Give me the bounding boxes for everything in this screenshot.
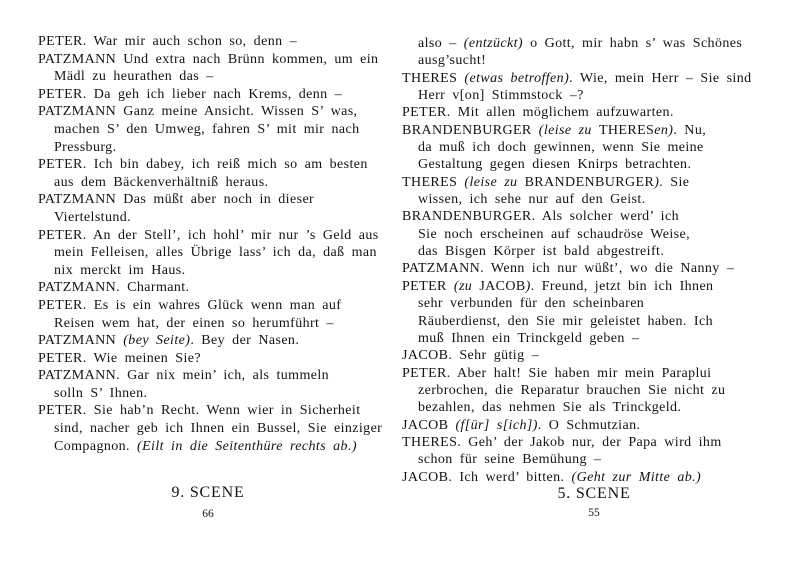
text-line bbox=[402, 313, 794, 330]
text-line bbox=[38, 244, 398, 262]
line-text: Compagnon. bbox=[54, 438, 138, 454]
line-text: PETER. An der Stell’, ich hohl’ mir nur ’s Geld aus bbox=[38, 227, 379, 243]
text-line bbox=[38, 156, 398, 174]
line-text: bezahlen, das nehmen Sie als Trinckgeld. bbox=[418, 400, 682, 416]
line-text: PATZMANN Ganz meine Ansicht. Wissen S’ was, bbox=[38, 104, 358, 120]
line-text: Herr v[on] Stimmstock –? bbox=[418, 88, 584, 104]
line-text: PETER. Sie hab’n Recht. Wenn wier in Sicherheit bbox=[38, 403, 361, 419]
text-line bbox=[38, 51, 398, 69]
line-text: PETER. Mit allen möglichem aufzuwarten. bbox=[402, 105, 674, 121]
line-text: Viertelstund. bbox=[54, 209, 132, 225]
text-line bbox=[38, 191, 398, 209]
line-text: . Bey der Nasen. bbox=[190, 333, 300, 349]
line-text: machen S’ den Umweg, fahren S’ mit mir nach bbox=[54, 121, 360, 137]
text-line bbox=[38, 262, 398, 280]
text-line bbox=[38, 385, 398, 403]
text-line bbox=[38, 86, 398, 104]
line-text: Mädl zu heurathen das – bbox=[54, 69, 214, 85]
right-page-number: 55 bbox=[588, 507, 600, 519]
line-text: PETER. Aber halt! Sie haben mir mein Paraplui bbox=[402, 365, 712, 381]
line-text: PETER. Ich bin dabey, ich reiß mich so am besten bbox=[38, 157, 368, 173]
text-line bbox=[402, 434, 794, 451]
line-text: THERES bbox=[598, 122, 655, 138]
stage-direction: en) bbox=[654, 122, 674, 138]
text-line bbox=[402, 139, 794, 156]
stage-direction: (etwas betroffen) bbox=[464, 70, 570, 86]
text-line bbox=[402, 191, 794, 208]
line-text: THERES bbox=[402, 174, 465, 190]
text-line bbox=[402, 104, 794, 121]
line-text: PETER. War mir auch schon so, denn – bbox=[38, 34, 297, 49]
text-line bbox=[402, 451, 794, 468]
text-line bbox=[38, 367, 398, 385]
line-text: . Nu, bbox=[673, 122, 707, 138]
line-text: . O Schmutzian. bbox=[537, 417, 641, 433]
text-line bbox=[402, 347, 794, 364]
line-text: PETER. Da geh ich lieber nach Krems, denn – bbox=[38, 86, 343, 102]
right-page-text bbox=[402, 35, 794, 486]
line-text: PATZMANN Das müßt aber noch in dieser bbox=[38, 192, 315, 208]
text-line bbox=[38, 139, 398, 157]
text-line bbox=[402, 35, 794, 52]
text-line bbox=[38, 209, 398, 227]
text-line bbox=[402, 365, 794, 382]
line-text: da muß ich doch gewinnen, wenn Sie meine bbox=[418, 140, 704, 156]
stage-direction: ) bbox=[654, 174, 660, 190]
stage-direction: ) bbox=[525, 278, 531, 294]
line-text: THERES bbox=[402, 70, 465, 86]
line-text: schon für seine Bemühung – bbox=[418, 452, 602, 468]
line-text: PATZMANN. Wenn ich nur wüßt’, wo die Nanny – bbox=[402, 261, 735, 277]
line-text: PATZMANN Und extra nach Brünn kommen, um ein bbox=[38, 51, 379, 67]
line-text: Räuberdienst, den Sie mir geleistet haben. Ich bbox=[418, 313, 713, 329]
line-text: JACOB bbox=[479, 278, 526, 294]
line-text: JACOB bbox=[402, 417, 456, 433]
text-line bbox=[402, 208, 794, 225]
line-text: . Sie bbox=[659, 174, 690, 190]
text-line bbox=[402, 243, 794, 260]
text-line bbox=[402, 399, 794, 416]
left-page-text bbox=[38, 33, 398, 455]
text-line bbox=[38, 68, 398, 86]
line-text: PETER. Wie meinen Sie? bbox=[38, 350, 201, 366]
line-text: das Bisgen Körper ist bald abgestreift. bbox=[418, 244, 665, 260]
text-line bbox=[402, 52, 794, 69]
stage-direction: (bey Seite) bbox=[123, 333, 191, 349]
line-text: PETER. Es is ein wahres Glück wenn man auf bbox=[38, 297, 342, 313]
line-text: JACOB. Ich werd’ bitten. bbox=[402, 469, 572, 485]
line-text: wissen, ich sehe nur auf den Geist. bbox=[418, 192, 646, 208]
text-line bbox=[38, 33, 398, 51]
right-scene-heading: 5. SCENE bbox=[557, 485, 631, 502]
line-text: o Gott, mir habn s’ was Schönes bbox=[522, 36, 743, 51]
line-text: PETER bbox=[402, 278, 454, 294]
line-text: . Wie, mein Herr – Sie sind bbox=[569, 70, 752, 86]
line-text: sind, nacher geb ich Ihnen ein Bussel, Sie einziger bbox=[54, 421, 383, 437]
line-text: ausg’sucht! bbox=[418, 53, 487, 69]
text-line bbox=[38, 402, 398, 420]
text-line bbox=[38, 279, 398, 297]
line-text: . Freund, jetzt bin ich Ihnen bbox=[530, 278, 714, 294]
line-text: muß Ihnen ein Trinckgeld geben – bbox=[418, 330, 640, 346]
text-line bbox=[402, 469, 794, 486]
stage-direction: (f[ür] s[ich]) bbox=[455, 417, 538, 433]
stage-direction: (leise zu bbox=[464, 174, 525, 190]
line-text: also – bbox=[418, 36, 464, 51]
line-text: PATZMANN bbox=[38, 333, 124, 349]
text-line bbox=[38, 438, 398, 456]
line-text: nix merckt im Haus. bbox=[54, 262, 186, 278]
line-text: Pressburg. bbox=[54, 139, 117, 155]
text-line bbox=[402, 295, 794, 312]
text-line bbox=[402, 70, 794, 87]
left-scene-heading: 9. SCENE bbox=[171, 484, 245, 501]
text-line bbox=[402, 87, 794, 104]
line-text: PATZMANN. Gar nix mein’ ich, als tummeln bbox=[38, 368, 330, 384]
line-text: BRANDENBURGER bbox=[402, 122, 539, 138]
line-text: sehr verbunden für den scheinbaren bbox=[418, 296, 645, 312]
text-line bbox=[402, 226, 794, 243]
text-line bbox=[402, 122, 794, 139]
left-page-number: 66 bbox=[202, 508, 214, 520]
text-line bbox=[38, 420, 398, 438]
text-line bbox=[402, 417, 794, 434]
text-line bbox=[402, 260, 794, 277]
line-text: PATZMANN. Charmant. bbox=[38, 280, 190, 296]
text-line bbox=[38, 297, 398, 315]
stage-direction: (Geht zur Mitte ab.) bbox=[571, 469, 702, 485]
line-text: aus dem Bäckenverhältniß heraus. bbox=[54, 174, 269, 190]
line-text: JACOB. Sehr gütig – bbox=[402, 348, 539, 364]
line-text: solln S’ Ihnen. bbox=[54, 385, 148, 401]
line-text: THERES. Geh’ der Jakob nur, der Papa wird ihm bbox=[402, 434, 722, 450]
text-line bbox=[38, 332, 398, 350]
text-line bbox=[402, 156, 794, 173]
text-line bbox=[402, 278, 794, 295]
line-text: Reisen wem hat, der einen so herumführt – bbox=[54, 315, 334, 331]
page-right bbox=[400, 0, 800, 566]
stage-direction: (Eilt in die Seitenthüre rechts ab.) bbox=[137, 438, 357, 454]
line-text: BRANDENBURGER bbox=[524, 174, 655, 190]
text-line bbox=[38, 121, 398, 139]
text-line bbox=[38, 103, 398, 121]
text-line bbox=[38, 174, 398, 192]
text-line bbox=[402, 330, 794, 347]
stage-direction: (leise zu bbox=[538, 122, 599, 138]
stage-direction: (zu bbox=[453, 278, 480, 294]
stage-direction: (entzückt) bbox=[463, 36, 523, 51]
line-text: zerbrochen, die Reparatur brauchen Sie nicht zu bbox=[418, 382, 726, 398]
line-text: mein Felleisen, alles Übrige lass’ ich da, daß man bbox=[54, 245, 377, 261]
text-line bbox=[402, 174, 794, 191]
line-text: BRANDENBURGER. Als solcher werd’ ich bbox=[402, 209, 679, 225]
text-line bbox=[38, 315, 398, 333]
text-line bbox=[38, 350, 398, 368]
text-line bbox=[38, 227, 398, 245]
text-line bbox=[402, 382, 794, 399]
line-text: Sie noch erscheinen auf schaudröse Weise, bbox=[418, 226, 691, 242]
line-text: Gestaltung gegen diesen Knirps betrachten. bbox=[418, 157, 692, 173]
